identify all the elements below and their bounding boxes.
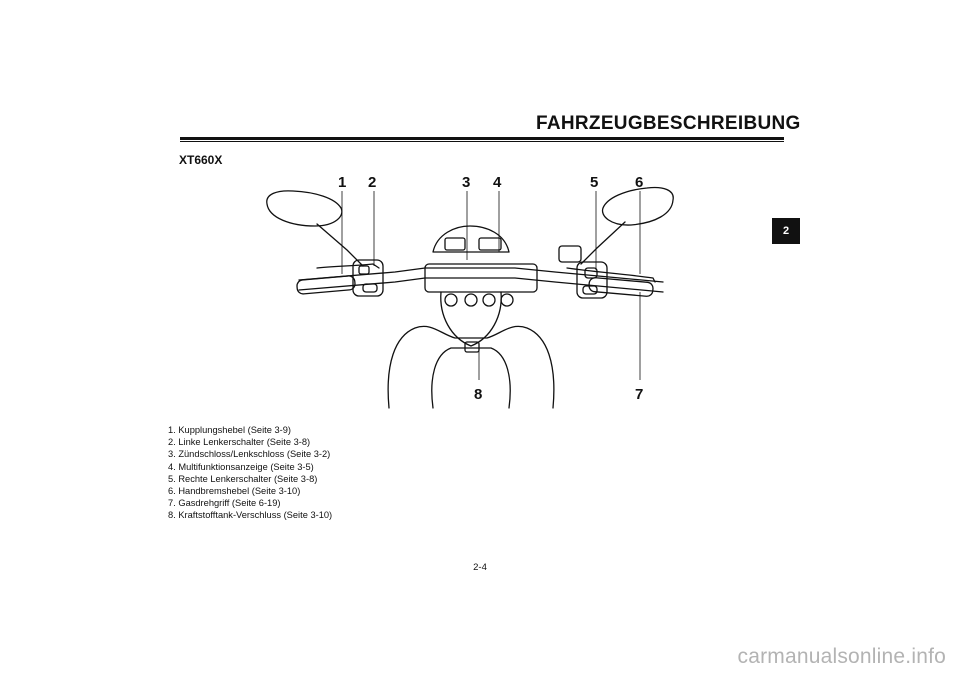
left-mirror [267, 191, 342, 226]
callout-1: 1 [338, 174, 347, 191]
legend-item: 4. Multifunktionsanzeige (Seite 3-5) [168, 461, 314, 472]
legend-item: 8. Kraftstofftank-Verschluss (Seite 3-10) [168, 510, 333, 521]
header-rule [180, 137, 784, 140]
callout-3: 3 [462, 174, 471, 191]
header-rule-thin [180, 141, 784, 142]
legend-item: 5. Rechte Lenkerschalter (Seite 3-8) [168, 473, 318, 484]
callout-7: 7 [635, 386, 644, 403]
handlebar-illustration [255, 168, 685, 412]
fuel-tank [388, 326, 554, 408]
callout-2: 2 [368, 174, 377, 191]
callout-5: 5 [590, 174, 599, 191]
legend-list [168, 424, 332, 522]
left-grip [296, 275, 355, 294]
page-number: 2-4 [473, 562, 487, 573]
right-mirror [603, 188, 674, 226]
callout-4: 4 [493, 174, 502, 191]
model-label: XT660X [179, 153, 223, 167]
callout-8: 8 [474, 386, 483, 403]
callout-6: 6 [635, 174, 644, 191]
chapter-tab[interactable]: 2 [772, 218, 800, 244]
legend-item: 2. Linke Lenkerschalter (Seite 3-8) [168, 437, 311, 448]
page-title: FAHRZEUGBESCHREIBUNG [536, 113, 801, 134]
legend-item: 7. Gasdrehgriff (Seite 6-19) [168, 498, 281, 509]
watermark: carmanualsonline.info [737, 645, 946, 668]
legend-item: 1. Kupplungshebel (Seite 3-9) [168, 425, 292, 435]
clutch-lever [317, 264, 379, 268]
legend-item: 6. Handbremshebel (Seite 3-10) [168, 486, 301, 497]
legend-item: 3. Zündschloss/Lenkschloss (Seite 3-2) [168, 449, 331, 460]
